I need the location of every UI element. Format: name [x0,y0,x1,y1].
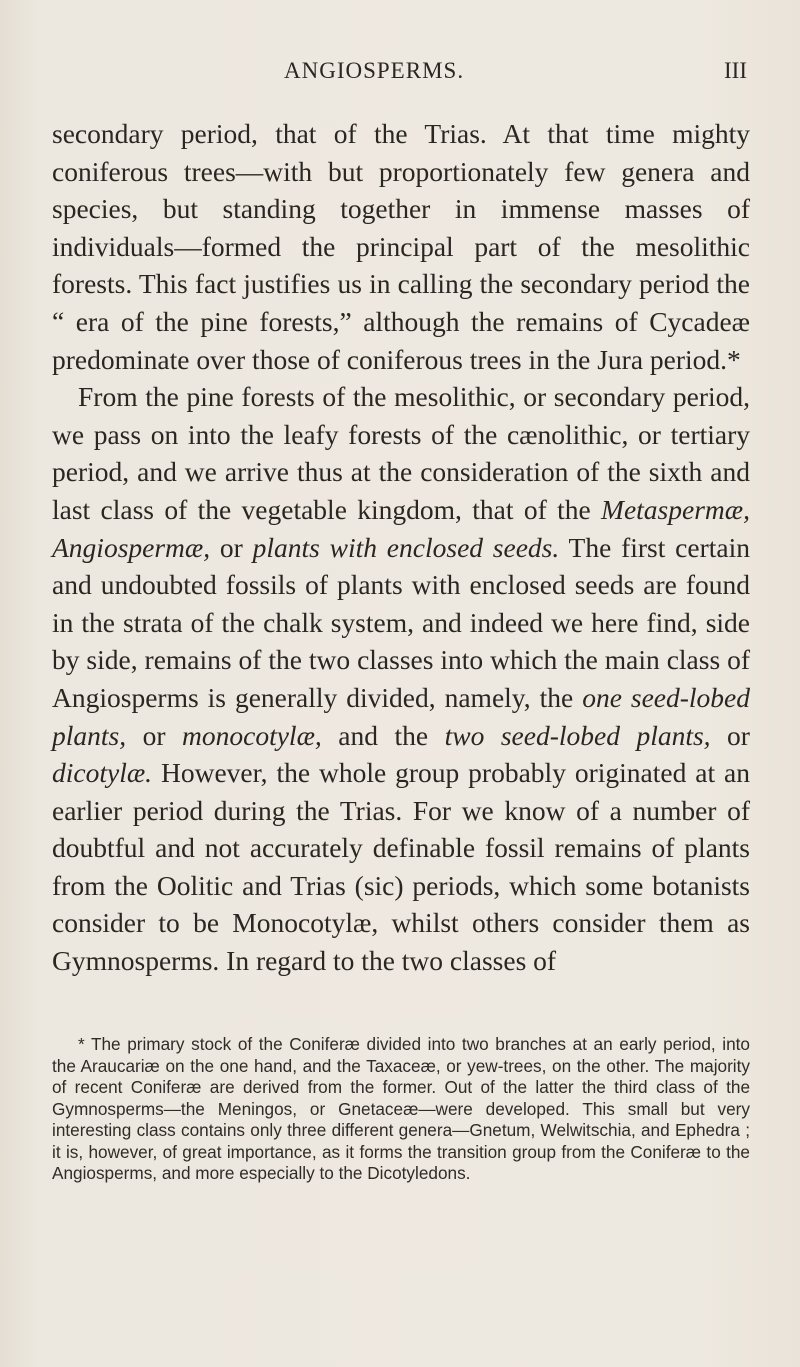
paragraph-continued [52,115,750,378]
text-run: From the pine forests of the mesolithic, or secondary period, we pass on into the leafy forests of the cænolithic, or tertiary period, and we arrive thus at the consideration of the sixth and last class of the vegetable kingdom, that of the [52,381,750,525]
paragraph-angiosperms [52,378,750,980]
italic-term: monocotylæ, [182,719,322,751]
text-run: secondary period, that of the Trias. At that time mighty coniferous trees—with but proportionately few genera and species, but standing together in immense masses of individuals—formed the principal part of the mesolithic forests. This fact justifies us in calling the secondary period the “ era of the pine forests,” although the remains of Cycadeæ predominate over those of coniferous trees in the Jura period.* [52,118,750,375]
italic-term: dicotylæ. [52,757,153,789]
page-header [0,48,800,88]
text-run: or [126,719,183,751]
footnote: * The primary stock of the Coniferæ divided into two branches at an early period, into the Araucariæ on the one hand, and the Taxaceæ, or yew-trees, on the other. The majority of recent Coniferæ are derived from the former. Out of the latter the third class of the Gymnosperms—the Meningos, or Gnetaceæ—were developed. This small but very interesting class contains only three different genera—Gnetum, Welwitschia, and Ephedra ; it is, however, of great importance, as it forms the transition group from the Coniferæ to the Angiosperms, and more especially to the Dicotyledons. [52,1034,750,1183]
text-run: or [210,531,253,563]
italic-term: plants with enclosed seeds. [252,531,560,563]
body-text [52,115,750,980]
text-run: or [710,719,750,751]
italic-term: two seed-lobed plants, [444,719,711,751]
italic-term: one seed-lobed plants, [52,681,751,751]
running-title: ANGIOSPERMS. [284,58,465,83]
page-number: III [724,58,747,83]
text-run: The first certain and undoubted fossils of plants with enclosed seeds are found in the strata of the chalk system, and indeed we here find, side by side, remains of the two classes into which the main class of Angiosperms is generally divided, namely, the [52,531,750,713]
italic-term: Metaspermæ, Angiospermæ, [52,493,750,563]
text-run: and the [321,719,445,751]
text-run: However, the whole group probably originated at an earlier period during the Trias. For we know of a number of doubtful and not accurately definable fossil remains of plants from the Oolitic and Trias (sic) periods, which some botanists consider to be Monocotylæ, whilst others consider them as Gymnosperms. In regard to the two classes of [52,757,750,977]
